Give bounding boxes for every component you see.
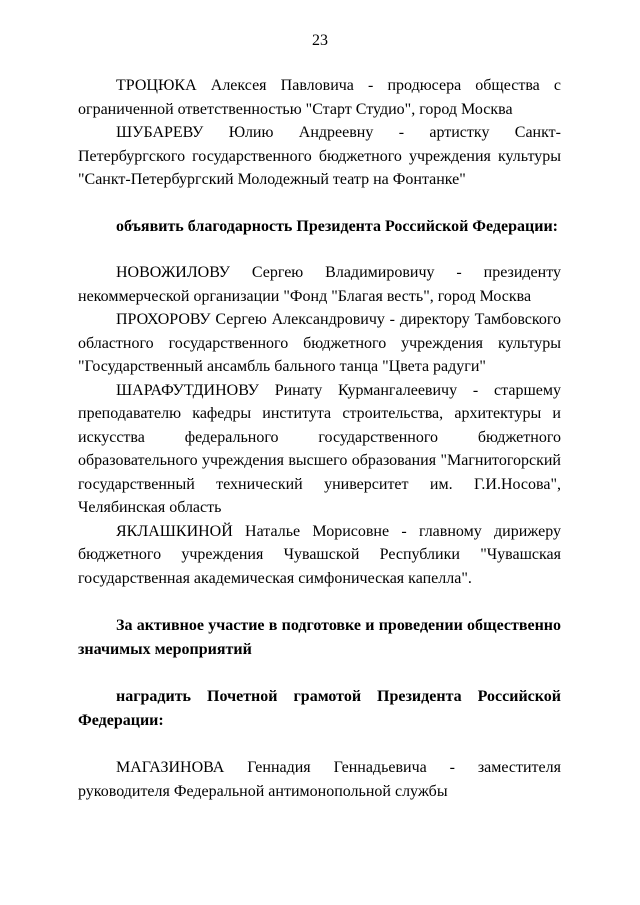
paragraph-magazinov: МАГАЗИНОВА Геннадия Геннадьевича - заместителя руководителя Федеральной антимонопольной службы [78, 759, 561, 800]
page-number: 23 [312, 32, 328, 49]
heading-gratitude: объявить благодарность Президента Российской Федерации: [116, 217, 558, 235]
heading-award-certificate: наградить Почетной грамотой Президента Российской Федерации: [78, 688, 561, 729]
document-body [78, 74, 561, 803]
paragraph-shubareva: ШУБАРЕВУ Юлию Андреевну - артистку Санкт-Петербургского государственного бюджетного учреждения культуры "Санкт-Петербургский Молодежный театр на Фонтанке" [78, 124, 561, 188]
paragraph-trotsyuk: ТРОЦЮКА Алексея Павловича - продюсера общества с ограниченной ответственностью "Старт Студио", город Москва [78, 77, 561, 118]
paragraph-novozhilov: НОВОЖИЛОВУ Сергею Владимировичу - президенту некоммерческой организации "Фонд "Благая весть", город Москва [78, 264, 561, 305]
paragraph-sharafutdinov: ШАРАФУТДИНОВУ Ринату Курмангалеевичу - старшему преподавателю кафедры института строительства, архитектуры и искусства федерального государственного бюджетного образовательного учреждения высшего образования "Магнитогорский государственный технический университет им. Г.И.Носова", Челябинская область [78, 381, 561, 516]
paragraph-prokhorov: ПРОХОРОВУ Сергею Александровичу - директору Тамбовского областного государственного бюджетного учреждения культуры "Государственный ансамбль бального танца "Цвета радуги" [78, 311, 561, 375]
paragraph-yaklashkina: ЯКЛАШКИНОЙ Наталье Морисовне - главному дирижеру бюджетного учреждения Чувашской Республики "Чувашская государственная академическая симфоническая капелла". [78, 522, 561, 587]
heading-active-participation: За активное участие в подготовке и проведении общественно значимых мероприятий [78, 617, 561, 658]
